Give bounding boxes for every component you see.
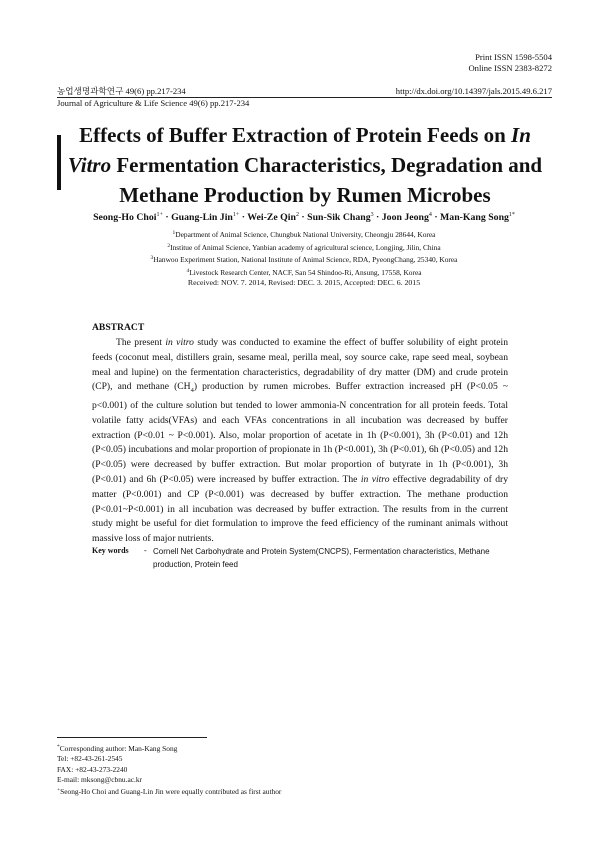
- abstract-body: The present in vitro study was conducted to examine the effect of buffer solubility of eight protein feeds (coconut meal, distillers grain, sesame meal, perilla meal, soy source cake, rape seed meal, soybean meal and lupine) on the fermentation characteristics, degradability of dry matter (DM) and crude protein (CP), and methane $(CH_4)$ production by rumen microbes. Buffer extraction increased pH (P<0.05 ~ p<0.001) of the culture solution but tended to lower ammonia-N concentration for all protein feeds. Total volatile fatty acids(VFAs) and each VFAs concentrations in all incubation was decreased by buffer extraction (P<0.01 ~ P<0.001). Also, molar proportion of acetate in 1h (P<0.001), 3h (P<0.01) and 12h (P<0.05) incubations and molar proportion of propionate in 1h (P<0.001), 3h (P<0.01), 6h (P<0.05) and 12h (P<0.05) were decreased by buffer extraction. But molar proportion of butyrate in 1h (P<0.001), 3h (P<0.01) and 6h (P<0.05) were increased by buffer extraction. The in vitro effective degradability of dry matter (P<0.001) and CP (P<0.001) was decreased by buffer extraction. The methane production (P<0.01~P<0.001) in all incubation was decreased by buffer extraction. The results from in the current study might be useful for diet formulation to improve the feed efficiency of the ruminant animals without massive loss of major nutrients.: [92, 337, 509, 545]
- title-side-bar: [57, 135, 61, 190]
- affiliation-2: $^2$Institue of Animal Science, Yanbian academy of agricultural science, Longjing, Jilin, China: [167, 242, 441, 252]
- author-list: Seong-Ho Choi$^{1+}$ · Guang-Lin Jin$^{1+}$ · Wei-Ze Qin$^2$ · Sun-Sik Chang$^3$ · Joon Jeong$^4$ · Man-Kang Song$^{1*}$: [93, 212, 515, 223]
- equal-contribution: +Seong-Ho Choi and Guang-Lin Jin were equally contributed as first author: [57, 787, 282, 797]
- author: Man-Kang Song: [440, 212, 509, 223]
- email[interactable]: E-mail: mksong@cbnu.ac.kr: [57, 774, 143, 784]
- affiliation-3: $^3$Hanwoo Experiment Station, National Institute of Animal Science, RDA, PyeongChang, 25340, Korea: [150, 255, 458, 265]
- affiliations: [60, 228, 548, 278]
- print-issn: Print ISSN 1598-5504: [475, 52, 552, 62]
- author: Seong-Ho Choi: [93, 212, 157, 223]
- received-dates: Received: NOV. 7. 2014, Revised: DEC. 3. 2015, Accepted: DEC. 6. 2015: [187, 278, 421, 287]
- title-italic: In Vitro: [67, 123, 531, 177]
- affiliation-4: $^4$Livestock Research Center, NACF, San 54 Shindoo-Ri, Ansung, 17558, Korea: [186, 267, 422, 277]
- keywords-text: Cornell Net Carbohydrate and Protein System(CNCPS), Fermentation characteristics, Methane production, Protein feed: [153, 547, 490, 569]
- footnote-rule: [57, 737, 207, 738]
- keywords-dash: -: [144, 546, 147, 555]
- online-issn: Online ISSN 2383-8272: [468, 63, 552, 73]
- doi-link[interactable]: http://dx.doi.org/10.14397/jals.2015.49.6.217: [395, 86, 552, 96]
- author: Joon Jeong: [381, 212, 429, 223]
- corresponding-author: *Corresponding author: Man-Kang Song: [57, 744, 178, 753]
- keywords-label: Key words: [92, 546, 129, 555]
- telephone: Tel: +82-43-261-2545: [57, 754, 123, 764]
- affiliation-1: $^1$Department of Animal Science, Chungbuk National University, Cheongju 28644, Korea: [172, 230, 436, 239]
- author: Sun-Sik Chang: [307, 212, 371, 223]
- fax: FAX: +82-43-273-2240: [57, 764, 128, 774]
- paper-title: Effects of Buffer Extraction of Protein Feeds on In Vitro Fermentation Characteristics, Degradation and Methane Production by Rumen Microbes: [67, 123, 543, 207]
- abstract-heading: ABSTRACT: [92, 322, 145, 333]
- author: Wei-Ze Qin: [247, 212, 296, 223]
- journal-english: Journal of Agriculture & Life Science 49(6) pp.217-234: [57, 98, 250, 108]
- footnotes: [57, 742, 281, 797]
- author: Guang-Lin Jin: [171, 212, 233, 223]
- journal-korean: 농업생명과학연구 49(6) pp.217-234: [57, 86, 186, 96]
